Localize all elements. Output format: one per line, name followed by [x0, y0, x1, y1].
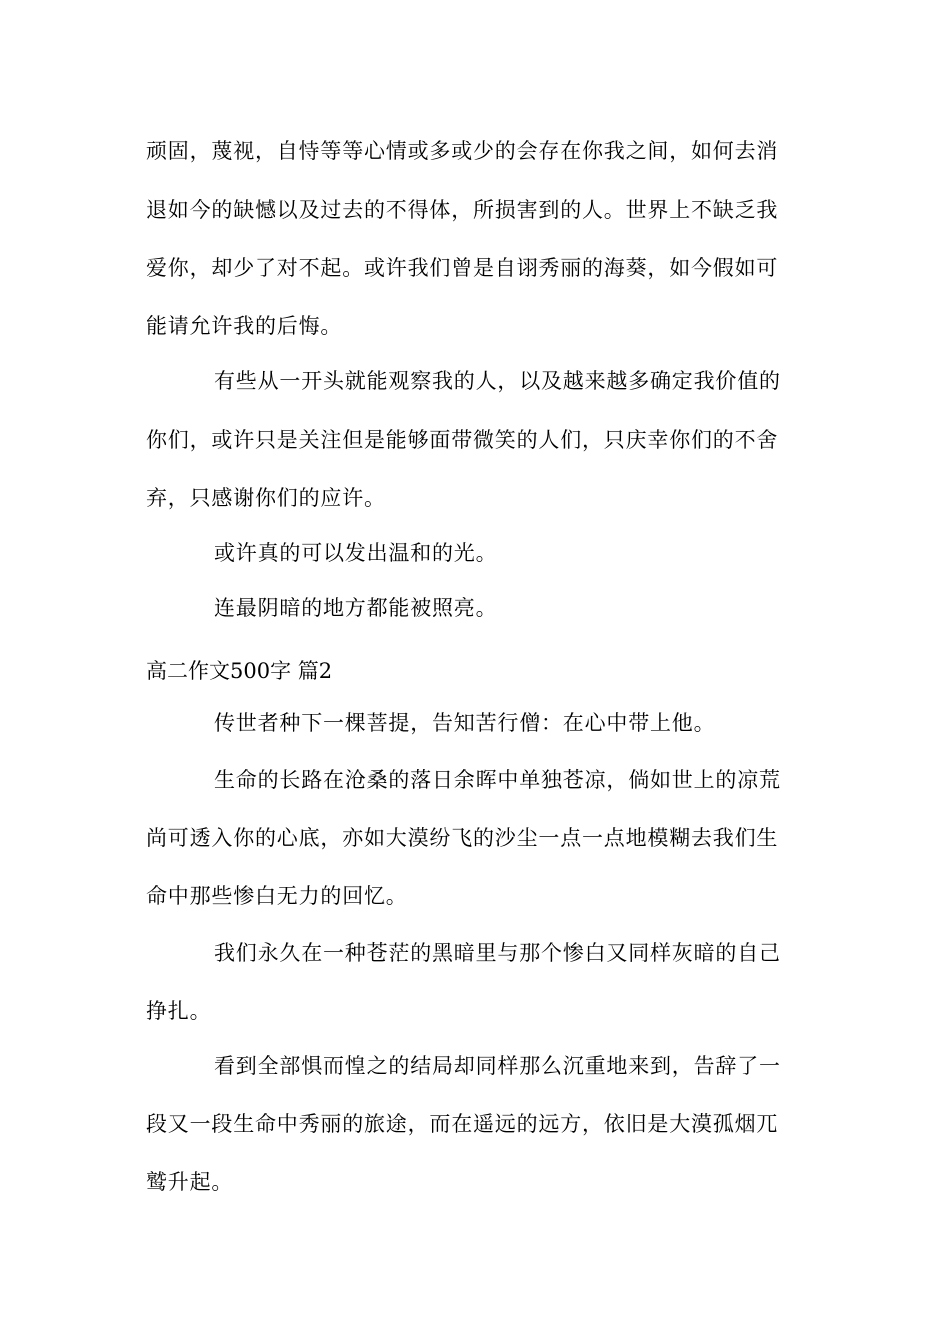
text-line: 挣扎。 — [146, 999, 212, 1023]
paragraph — [146, 141, 814, 341]
text-line: 生命的长路在沧桑的落日余晖中单独苍凉，倘如世上的凉荒 — [214, 768, 781, 792]
text-line: 有些从一开头就能观察我的人，以及越来越多确定我价值的 — [214, 369, 781, 393]
text-line: 爱你，却少了对不起。或许我们曾是自诩秀丽的海葵，如今假如可 — [146, 256, 779, 280]
section-heading: 高二作文500字 篇2 — [146, 659, 333, 683]
paragraph — [146, 713, 814, 743]
text-line: 连最阴暗的地方都能被照亮。 — [214, 596, 498, 620]
text-line: 鹫升起。 — [146, 1170, 234, 1194]
text-line: 你们，或许只是关注但是能够面带微笑的人们，只庆幸你们的不舍 — [146, 428, 779, 452]
text-line: 命中那些惨白无力的回忆。 — [146, 884, 408, 908]
text-line: 传世者种下一棵菩提，告知苦行僧：在心中带上他。 — [214, 711, 716, 735]
text-line: 顽固，蔑视，自恃等等心情或多或少的会存在你我之间，如何去消 — [146, 139, 779, 163]
text-line: 我们永久在一种苍茫的黑暗里与那个惨白又同样灰暗的自己 — [214, 941, 781, 965]
paragraph — [146, 598, 814, 628]
paragraph — [146, 770, 814, 910]
paragraph — [146, 543, 814, 573]
text-line: 段又一段生命中秀丽的旅途，而在遥远的远方，依旧是大漠孤烟兀 — [146, 1112, 779, 1136]
paragraph — [146, 371, 814, 511]
paragraph — [146, 943, 814, 1033]
text-line: 弃，只感谢你们的应许。 — [146, 486, 386, 510]
text-line: 尚可透入你的心底，亦如大漠纷飞的沙尘一点一点地模糊去我们生 — [146, 826, 779, 850]
text-line: 能请允许我的后悔。 — [146, 314, 343, 338]
text-line: 或许真的可以发出温和的光。 — [214, 541, 498, 565]
paragraph — [146, 1056, 814, 1196]
text-line: 看到全部惧而惶之的结局却同样那么沉重地来到，告辞了一 — [214, 1054, 781, 1078]
text-line: 退如今的缺憾以及过去的不得体，所损害到的人。世界上不缺乏我 — [146, 198, 779, 222]
